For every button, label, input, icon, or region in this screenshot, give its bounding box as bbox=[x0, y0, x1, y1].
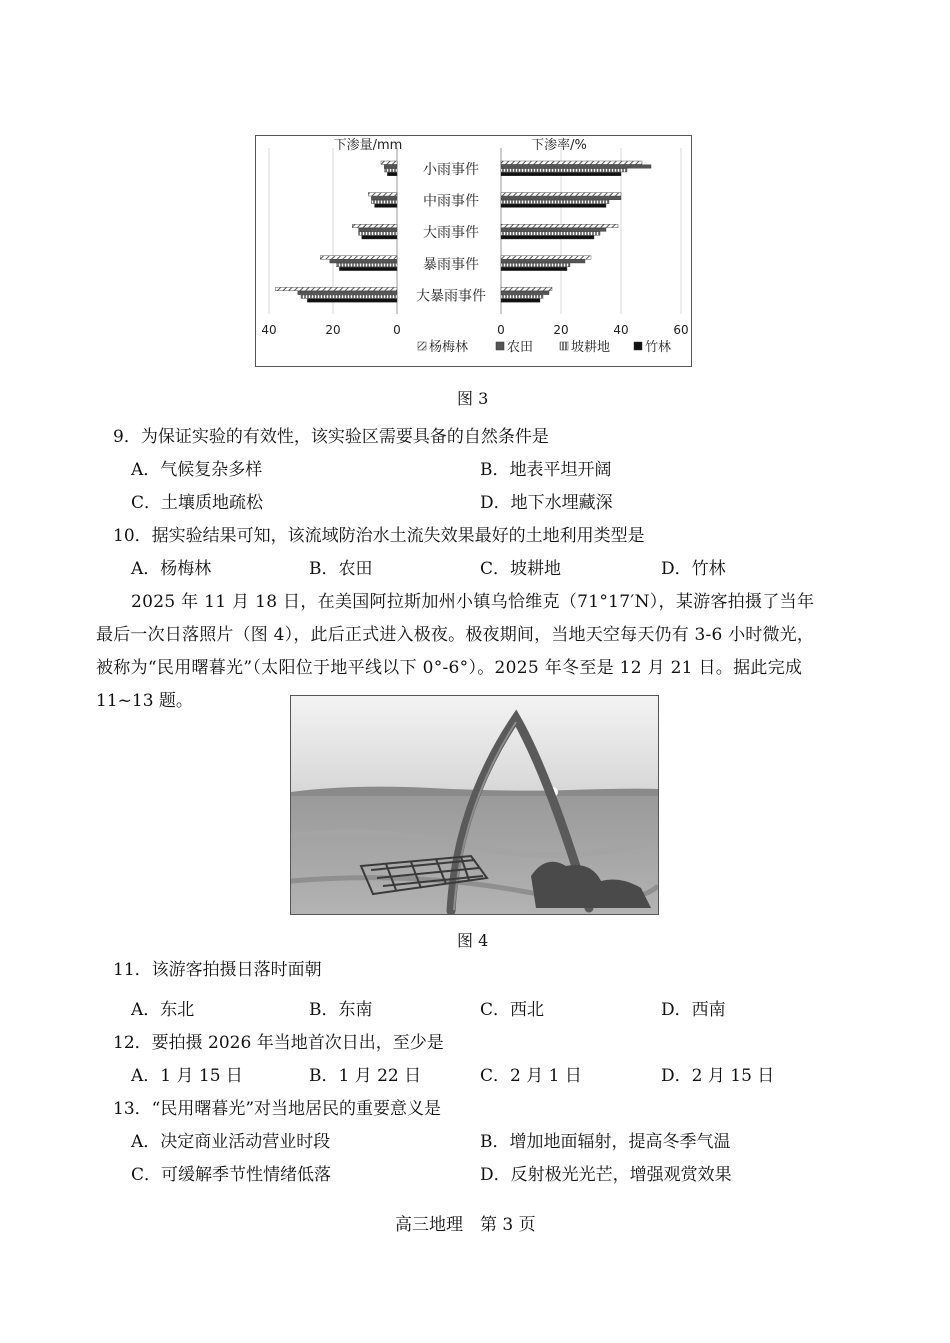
bar-right-杨梅林-暴雨事件 bbox=[501, 256, 591, 259]
passage-line-2: 最后一次日落照片（图 4），此后正式进入极夜。极夜期间，当地天空每天仍有 3-6 小时微光， bbox=[96, 625, 815, 645]
q10-stem: 10．据实验结果可知，该流域防治水土流失效果最好的土地利用类型是 bbox=[113, 526, 645, 546]
q10-option-b: B．农田 bbox=[309, 559, 373, 579]
q13-option-a: A．决定商业活动营业时段 bbox=[131, 1132, 331, 1152]
q10-option-c: C．坡耕地 bbox=[480, 559, 562, 579]
right-panel-title: 下渗率/% bbox=[531, 138, 587, 153]
legend-label-竹林: 竹林 bbox=[645, 340, 672, 355]
q13-option-d: D．反射极光光芒，增强观赏效果 bbox=[480, 1165, 732, 1185]
bar-right-竹林-暴雨事件 bbox=[501, 267, 567, 270]
q9-option-c: C．土壤质地疏松 bbox=[131, 493, 264, 513]
q9-option-d: D．地下水埋藏深 bbox=[480, 493, 613, 513]
legend-swatch-杨梅林 bbox=[418, 342, 426, 350]
bar-left-农田-大暴雨事件 bbox=[298, 291, 397, 294]
legend-label-坡耕地: 坡耕地 bbox=[571, 340, 611, 355]
figure4-caption: 图 4 bbox=[457, 931, 489, 950]
bar-left-竹林-暴雨事件 bbox=[339, 267, 397, 270]
bar-right-农田-大暴雨事件 bbox=[501, 291, 549, 294]
bar-left-坡耕地-中雨事件 bbox=[371, 200, 397, 203]
bar-right-坡耕地-大暴雨事件 bbox=[501, 295, 543, 298]
bar-left-杨梅林-大暴雨事件 bbox=[275, 287, 397, 290]
figure3-chart bbox=[255, 135, 692, 367]
q9-option-a: A．气候复杂多样 bbox=[131, 460, 263, 480]
bar-right-杨梅林-大雨事件 bbox=[501, 224, 618, 227]
bar-left-坡耕地-小雨事件 bbox=[384, 169, 397, 172]
q13-option-c: C．可缓解季节性情绪低落 bbox=[131, 1165, 332, 1185]
figure4-photo bbox=[290, 695, 659, 915]
q11-option-a: A．东北 bbox=[131, 1000, 195, 1020]
category-label: 大雨事件 bbox=[423, 225, 479, 242]
bar-left-农田-大雨事件 bbox=[359, 228, 397, 231]
bar-right-坡耕地-大雨事件 bbox=[501, 232, 600, 235]
category-label: 暴雨事件 bbox=[423, 256, 479, 273]
bar-left-竹林-大雨事件 bbox=[362, 236, 397, 239]
right-tick-label: 40 bbox=[613, 323, 629, 337]
bar-right-竹林-大暴雨事件 bbox=[501, 299, 540, 302]
bar-left-坡耕地-暴雨事件 bbox=[336, 263, 397, 266]
legend-label-杨梅林: 杨梅林 bbox=[429, 340, 469, 355]
page-footer: 高三地理 第 3 页 bbox=[395, 1215, 536, 1235]
q12-option-a: A．1 月 15 日 bbox=[131, 1066, 243, 1086]
legend-label-农田: 农田 bbox=[507, 340, 534, 355]
bar-right-农田-中雨事件 bbox=[501, 196, 621, 199]
right-tick-label: 60 bbox=[673, 323, 689, 337]
q13-stem: 13．“民用曙暮光”对当地居民的重要意义是 bbox=[113, 1099, 442, 1119]
left-tick-label: 0 bbox=[393, 323, 401, 337]
bar-left-杨梅林-小雨事件 bbox=[381, 161, 397, 164]
figure3-chart-svg bbox=[256, 136, 691, 366]
right-tick-label: 0 bbox=[497, 323, 505, 337]
bar-right-竹林-大雨事件 bbox=[501, 236, 594, 239]
bar-right-杨梅林-小雨事件 bbox=[501, 161, 642, 164]
q12-stem: 12．要拍摄 2026 年当地首次日出，至少是 bbox=[113, 1033, 444, 1053]
sky bbox=[291, 696, 658, 796]
bar-left-杨梅林-暴雨事件 bbox=[320, 256, 397, 259]
bar-left-杨梅林-大雨事件 bbox=[352, 224, 397, 227]
q11-stem: 11．该游客拍摄日落时面朝 bbox=[113, 960, 322, 980]
figure4-photo-illustration bbox=[291, 696, 658, 914]
bar-left-竹林-中雨事件 bbox=[375, 204, 397, 207]
bar-left-竹林-大暴雨事件 bbox=[307, 299, 397, 302]
category-label: 大暴雨事件 bbox=[416, 288, 486, 305]
q11-option-b: B．东南 bbox=[309, 1000, 373, 1020]
legend-swatch-坡耕地 bbox=[560, 342, 568, 350]
bar-right-农田-暴雨事件 bbox=[501, 260, 585, 263]
left-tick-label: 40 bbox=[261, 323, 277, 337]
bar-left-竹林-小雨事件 bbox=[387, 172, 397, 175]
q12-option-d: D．2 月 15 日 bbox=[661, 1066, 775, 1086]
bar-right-农田-大雨事件 bbox=[501, 228, 606, 231]
bar-right-坡耕地-中雨事件 bbox=[501, 200, 609, 203]
passage-line-1: 2025 年 11 月 18 日，在美国阿拉斯加州小镇乌恰维克（71°17′N），某游客拍摄了当年 bbox=[131, 592, 815, 612]
q10-option-a: A．杨梅林 bbox=[131, 559, 212, 579]
q9-stem: 9．为保证实验的有效性，该实验区需要具备的自然条件是 bbox=[113, 427, 549, 447]
left-panel-title: 下渗量/mm bbox=[333, 138, 403, 153]
category-label: 中雨事件 bbox=[423, 193, 479, 210]
bar-left-杨梅林-中雨事件 bbox=[368, 193, 397, 196]
q13-option-b: B．增加地面辐射，提高冬季气温 bbox=[480, 1132, 731, 1152]
bar-right-农田-小雨事件 bbox=[501, 165, 651, 168]
bar-right-杨梅林-中雨事件 bbox=[501, 193, 621, 196]
bar-right-坡耕地-小雨事件 bbox=[501, 169, 627, 172]
figure3-caption: 图 3 bbox=[457, 389, 489, 408]
q12-option-c: C．2 月 1 日 bbox=[480, 1066, 582, 1086]
passage-line-4: 11~13 题。 bbox=[96, 691, 193, 711]
bar-left-农田-中雨事件 bbox=[371, 196, 397, 199]
bar-right-竹林-小雨事件 bbox=[501, 172, 621, 175]
bar-right-竹林-中雨事件 bbox=[501, 204, 606, 207]
q11-option-d: D．西南 bbox=[661, 1000, 726, 1020]
q12-option-b: B．1 月 22 日 bbox=[309, 1066, 422, 1086]
legend-swatch-农田 bbox=[496, 342, 504, 350]
q9-option-b: B．地表平坦开阔 bbox=[480, 460, 612, 480]
bar-right-坡耕地-暴雨事件 bbox=[501, 263, 570, 266]
bar-right-杨梅林-大暴雨事件 bbox=[501, 287, 552, 290]
q10-option-d: D．竹林 bbox=[661, 559, 726, 579]
right-tick-label: 20 bbox=[553, 323, 569, 337]
legend-swatch-竹林 bbox=[634, 342, 642, 350]
left-tick-label: 20 bbox=[325, 323, 341, 337]
bar-left-坡耕地-大暴雨事件 bbox=[301, 295, 397, 298]
bar-left-坡耕地-大雨事件 bbox=[359, 232, 397, 235]
bar-left-农田-暴雨事件 bbox=[330, 260, 397, 263]
bar-left-农田-小雨事件 bbox=[384, 165, 397, 168]
passage-line-3: 被称为“民用曙暮光”（太阳位于地平线以下 0°-6°）。2025 年冬至是 12 月 21 日。据此完成 bbox=[96, 658, 803, 678]
category-label: 小雨事件 bbox=[423, 162, 479, 178]
q11-option-c: C．西北 bbox=[480, 1000, 545, 1020]
